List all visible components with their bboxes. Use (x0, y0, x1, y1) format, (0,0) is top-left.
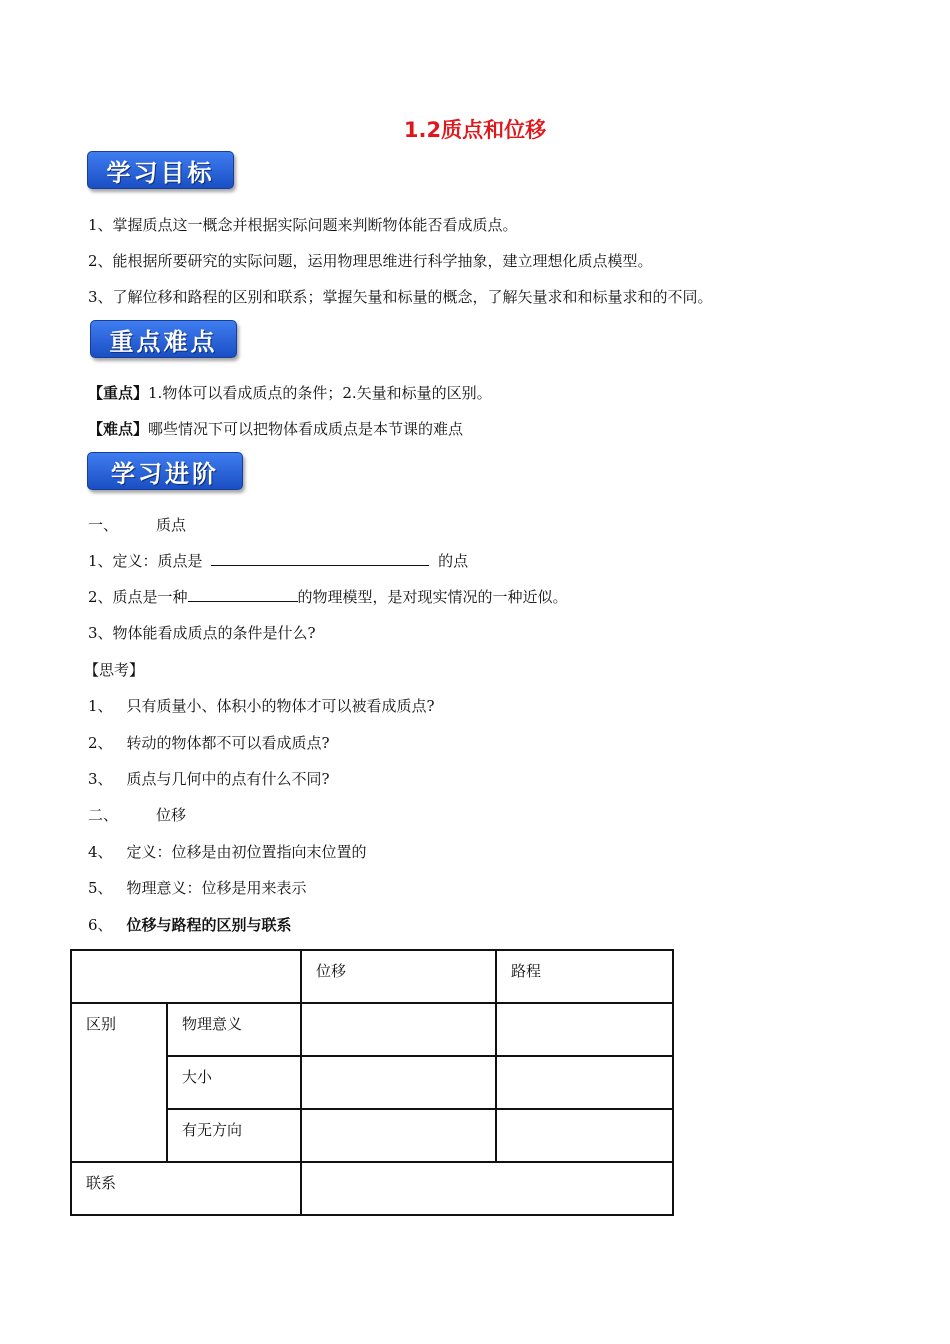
table-cell[interactable] (301, 1162, 673, 1215)
key-point-line (88, 382, 492, 403)
question-1 (88, 550, 468, 571)
question-2-suffix: 的物理模型，是对现实情况的一种近似。 (297, 588, 568, 606)
key-point-text: 1.物体可以看成质点的条件；2.矢量和标量的区别。 (148, 384, 492, 402)
think-item-text: 质点与几何中的点有什么不同? (126, 770, 330, 788)
table-sub-direction: 有无方向 (167, 1109, 301, 1162)
table-sub-magnitude: 大小 (167, 1056, 301, 1109)
think-item-text: 只有质量小、体积小的物体才可以被看成质点? (126, 697, 435, 715)
section1-heading (88, 514, 186, 535)
key-points-badge: 重点难点 (90, 320, 237, 358)
section2-heading (88, 804, 186, 825)
fill-blank-1[interactable] (211, 551, 429, 566)
question-2-prefix: 2、质点是一种 (88, 588, 188, 606)
table-row (71, 1162, 673, 1215)
table-row-relation: 联系 (71, 1162, 301, 1215)
objective-item: 2、能根据所要研究的实际问题，运用物理思维进行科学抽象，建立理想化质点模型。 (88, 252, 653, 270)
section2-item-number: 5、 (88, 879, 113, 897)
question-1-suffix: 的点 (438, 552, 469, 570)
section2-item-text: 物理意义：位移是用来表示 (126, 879, 307, 897)
question-1-prefix: 1、定义：质点是 (88, 552, 203, 570)
table-row-difference: 区别 (71, 1003, 167, 1162)
question-3: 3、物体能看成质点的条件是什么? (88, 624, 316, 642)
table-header-displacement: 位移 (301, 950, 496, 1003)
fill-blank-2[interactable] (188, 587, 298, 602)
page-title: 1.2质点和位移 (403, 118, 547, 142)
table-cell[interactable] (301, 1003, 496, 1056)
difficulty-text: 哪些情况下可以把物体看成质点是本节课的难点 (148, 420, 464, 438)
question-2 (88, 586, 568, 607)
objective-item: 3、了解位移和路程的区别和联系；掌握矢量和标量的概念，了解矢量求和和标量求和的不同。 (88, 288, 713, 306)
table-cell[interactable] (301, 1056, 496, 1109)
section2-item-number: 4、 (88, 843, 113, 861)
table-sub-meaning: 物理意义 (167, 1003, 301, 1056)
advance-badge: 学习进阶 (87, 452, 243, 490)
table-corner-cell (71, 950, 301, 1003)
section2-title: 位移 (156, 806, 187, 824)
table-cell[interactable] (301, 1109, 496, 1162)
section2-item-text: 位移与路程的区别与联系 (126, 916, 292, 934)
think-item (88, 732, 330, 753)
section2-number: 二、 (88, 806, 119, 824)
think-item-text: 转动的物体都不可以看成质点? (126, 734, 330, 752)
think-label: 【思考】 (84, 661, 145, 679)
think-item-number: 2、 (88, 734, 113, 752)
think-item (88, 695, 435, 716)
difficulty-line (88, 418, 463, 439)
key-point-label: 【重点】 (88, 384, 149, 402)
table-row (71, 1003, 673, 1056)
section2-item-number: 6、 (88, 916, 113, 934)
table-cell[interactable] (496, 1003, 673, 1056)
table-row (71, 950, 673, 1003)
think-item-number: 1、 (88, 697, 113, 715)
think-item (88, 768, 330, 789)
table-cell[interactable] (496, 1056, 673, 1109)
comparison-table (70, 949, 674, 1216)
section1-number: 一、 (88, 516, 119, 534)
section2-item (88, 877, 307, 898)
section1-title: 质点 (156, 516, 187, 534)
objective-item: 1、掌握质点这一概念并根据实际问题来判断物体能否看成质点。 (88, 216, 518, 234)
objectives-badge: 学习目标 (87, 151, 234, 189)
table-header-path: 路程 (496, 950, 673, 1003)
think-item-number: 3、 (88, 770, 113, 788)
section2-item-text: 定义：位移是由初位置指向末位置的 (126, 843, 367, 861)
table-cell[interactable] (496, 1109, 673, 1162)
difficulty-label: 【难点】 (88, 420, 149, 438)
section2-item (88, 914, 292, 935)
section2-item (88, 841, 367, 862)
